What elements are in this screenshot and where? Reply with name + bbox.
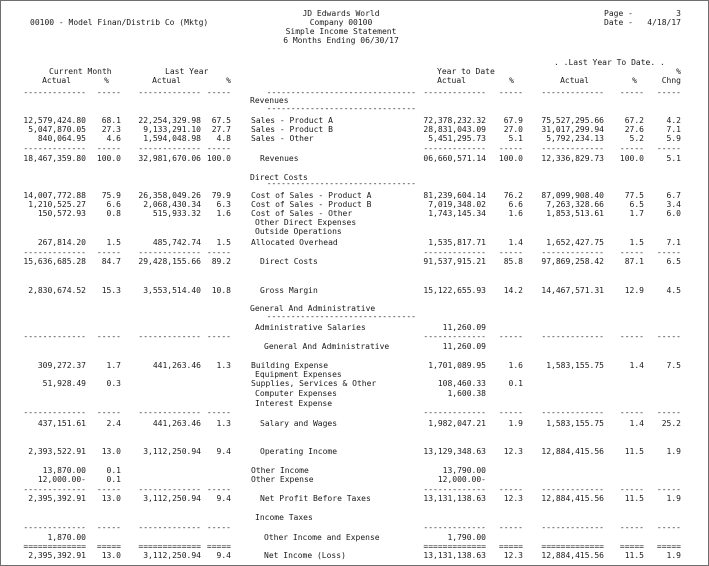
current-month-actual: 13,870.00 — [42, 466, 86, 475]
underline-rule: ============= — [423, 542, 486, 551]
year-to-date-actual: 13,129,348.63 — [423, 447, 486, 456]
change-percent: 7.1 — [666, 125, 681, 134]
current-month-percent: 0.1 — [106, 466, 121, 475]
underline-rule: ----- — [206, 485, 231, 494]
last-year-actual: 441,263.46 — [152, 419, 201, 428]
change-percent: 1.9 — [666, 551, 681, 560]
underline-rule: ------------- — [423, 248, 486, 257]
underline-rule: ------------- — [23, 144, 86, 153]
row-description: Salary and Wages — [260, 419, 338, 428]
underline-rule: ----- — [206, 88, 231, 97]
last-year-to-date-percent: 77.5 — [624, 191, 644, 200]
underline-rule: ===== — [656, 542, 681, 551]
current-month-actual: 18,467,359.80 — [23, 154, 86, 163]
underline-rule: ------------- — [23, 523, 86, 532]
underline-rule: ----- — [96, 408, 121, 417]
row-description: Other Income — [251, 466, 309, 475]
change-percent: 25.2 — [661, 419, 681, 428]
underline-rule: ----- — [96, 248, 121, 257]
current-month-actual: 150,572.93 — [37, 209, 86, 218]
underline-rule: ----- — [96, 485, 121, 494]
current-month-actual: 15,636,685.28 — [23, 257, 86, 266]
last-year-to-date-percent: 11.5 — [624, 447, 644, 456]
underline-rule: ------------------------------- — [266, 312, 416, 321]
current-month-percent: 6.6 — [106, 200, 121, 209]
underline-rule: ----- — [656, 485, 681, 494]
underline-rule: ----- — [206, 523, 231, 532]
last-year-to-date-percent: 11.5 — [624, 551, 644, 560]
current-month-actual: 1,870.00 — [47, 533, 86, 542]
last-year-to-date-percent: 5.2 — [629, 134, 644, 143]
last-year-percent: 9.4 — [216, 494, 231, 503]
underline-rule: ----- — [619, 144, 644, 153]
current-month-actual: 437,151.61 — [37, 419, 86, 428]
last-year-to-date-actual: 75,527,295.66 — [541, 116, 604, 125]
row-description: Interest Expense — [255, 399, 333, 408]
underline-rule: ------------- — [423, 523, 486, 532]
underline-rule: ------------- — [541, 88, 604, 97]
current-month-percent: 4.6 — [106, 134, 121, 143]
change-percent: 6.7 — [666, 191, 681, 200]
underline-rule: ===== — [498, 542, 523, 551]
date-label: Date - — [604, 18, 633, 27]
change-percent-header: % — [676, 67, 681, 76]
last-year-percent: 9.4 — [216, 447, 231, 456]
current-month-percent: 2.4 — [106, 419, 121, 428]
actual-header: Actual — [560, 76, 589, 85]
change-percent: 6.5 — [666, 257, 681, 266]
underline-rule: ----- — [206, 144, 231, 153]
year-to-date-percent: 12.3 — [503, 551, 523, 560]
last-year-percent: 79.9 — [211, 191, 231, 200]
last-year-to-date-percent: 6.5 — [629, 200, 644, 209]
underline-rule: ----- — [498, 485, 523, 494]
underline-rule: ------------------------------- — [266, 179, 416, 188]
last-year-header: Last Year — [165, 67, 209, 76]
row-description: Income Taxes — [255, 513, 313, 522]
last-year-to-date-header: . .Last Year To Date. . — [554, 58, 665, 67]
underline-rule: ----- — [96, 332, 121, 341]
current-month-percent: 0.1 — [106, 475, 121, 484]
underline-rule: ----- — [656, 88, 681, 97]
current-month-percent: 84.7 — [101, 257, 121, 266]
row-description: Allocated Overhead — [251, 238, 338, 247]
row-description: Direct Costs — [260, 257, 318, 266]
current-month-percent: 13.0 — [101, 447, 121, 456]
underline-rule: ----- — [498, 88, 523, 97]
year-to-date-actual: 28,831,043.09 — [423, 125, 486, 134]
last-year-to-date-actual: 12,336,829.73 — [541, 154, 604, 163]
underline-rule: ----- — [619, 248, 644, 257]
last-year-to-date-actual: 97,869,258.42 — [541, 257, 604, 266]
underline-rule: ============= — [138, 542, 201, 551]
underline-rule: ----- — [619, 485, 644, 494]
last-year-percent: 1.3 — [216, 419, 231, 428]
current-month-actual: 12,579,424.80 — [23, 116, 86, 125]
underline-rule: ------------- — [23, 88, 86, 97]
current-month-actual: 309,272.37 — [37, 361, 86, 370]
last-year-to-date-actual: 12,884,415.56 — [541, 447, 604, 456]
year-to-date-actual: 108,460.33 — [437, 379, 486, 388]
last-year-to-date-percent: 27.6 — [624, 125, 644, 134]
last-year-actual: 22,254,329.98 — [138, 116, 201, 125]
underline-rule: ------------- — [423, 485, 486, 494]
current-month-actual: 840,064.95 — [37, 134, 86, 143]
year-to-date-actual: 1,790.00 — [447, 533, 486, 542]
row-description: Equipment Expenses — [255, 370, 342, 379]
change-percent: 6.0 — [666, 209, 681, 218]
change-percent: 1.9 — [666, 447, 681, 456]
last-year-percent: 6.3 — [216, 200, 231, 209]
year-to-date-percent: 1.6 — [508, 361, 523, 370]
underline-rule: ----- — [656, 523, 681, 532]
last-year-actual: 515,933.32 — [152, 209, 201, 218]
last-year-actual: 26,358,049.26 — [138, 191, 201, 200]
row-description: Supplies, Services & Other — [251, 379, 377, 388]
change-percent: 3.4 — [666, 200, 681, 209]
underline-rule: ------------- — [541, 332, 604, 341]
last-year-to-date-actual: 31,017,299.94 — [541, 125, 604, 134]
last-year-percent: 89.2 — [211, 257, 231, 266]
last-year-to-date-actual: 5,792,234.13 — [546, 134, 604, 143]
last-year-actual: 3,553,514.40 — [143, 286, 201, 295]
underline-rule: ------------- — [423, 88, 486, 97]
last-year-actual: 441,263.46 — [152, 361, 201, 370]
row-description: General And Administrative — [250, 304, 376, 313]
last-year-actual: 9,133,291.10 — [143, 125, 201, 134]
current-month-percent: 13.0 — [101, 494, 121, 503]
year-to-date-percent: 0.1 — [508, 379, 523, 388]
last-year-to-date-percent: 1.4 — [629, 361, 644, 370]
current-month-actual: 2,395,392.91 — [28, 551, 86, 560]
percent-header: % — [226, 76, 231, 85]
last-year-to-date-percent: 1.7 — [629, 209, 644, 218]
year-to-date-actual: 11,260.09 — [442, 342, 486, 351]
year-to-date-percent: 1.9 — [508, 419, 523, 428]
year-to-date-percent: 85.8 — [503, 257, 523, 266]
row-description: Direct Costs — [250, 173, 308, 182]
year-to-date-percent: 1.4 — [508, 238, 523, 247]
underline-rule: ------------- — [541, 408, 604, 417]
last-year-actual: 32,981,670.06 — [138, 154, 201, 163]
last-year-percent: 27.7 — [211, 125, 231, 134]
row-description: Other Income and Expense — [264, 533, 380, 542]
percent-header: % — [104, 76, 109, 85]
year-to-date-percent: 67.9 — [503, 116, 523, 125]
underline-rule: ----- — [96, 523, 121, 532]
last-year-percent: 9.4 — [216, 551, 231, 560]
last-year-to-date-percent: 67.2 — [624, 116, 644, 125]
last-year-to-date-actual: 7,263,328.66 — [546, 200, 604, 209]
change-percent: 5.1 — [666, 154, 681, 163]
row-description: Cost of Sales - Other — [251, 209, 353, 218]
last-year-actual: 485,742.74 — [152, 238, 201, 247]
year-to-date-actual: 1,535,817.71 — [428, 238, 486, 247]
underline-rule: ----- — [96, 88, 121, 97]
actual-header: Actual — [42, 76, 71, 85]
row-description: Net Income (Loss) — [264, 551, 346, 560]
last-year-to-date-percent: 100.0 — [619, 154, 644, 163]
last-year-to-date-actual: 87,099,908.40 — [541, 191, 604, 200]
last-year-actual: 29,428,155.66 — [138, 257, 201, 266]
year-to-date-actual: 1,743,145.34 — [428, 209, 486, 218]
year-to-date-actual: 1,701,089.95 — [428, 361, 486, 370]
row-description: Sales - Product A — [251, 116, 333, 125]
underline-rule: ------------- — [541, 144, 604, 153]
underline-rule: ----- — [619, 523, 644, 532]
underline-rule: ------------- — [541, 523, 604, 532]
current-month-actual: 2,395,392.91 — [28, 494, 86, 503]
underline-rule: ============= — [541, 542, 604, 551]
underline-rule: ------------- — [138, 485, 201, 494]
row-description: Other Expense — [251, 475, 314, 484]
last-year-percent: 1.3 — [216, 361, 231, 370]
report-title-line-1: JD Edwards World — [302, 9, 380, 18]
current-month-percent: 0.8 — [106, 209, 121, 218]
underline-rule: ----- — [619, 88, 644, 97]
underline-rule: ----- — [206, 408, 231, 417]
last-year-percent: 1.6 — [216, 209, 231, 218]
current-month-percent: 0.3 — [106, 379, 121, 388]
report-title-line-3: Simple Income Statement — [285, 27, 397, 36]
row-description: Building Expense — [251, 361, 329, 370]
underline-rule: ------------- — [23, 408, 86, 417]
current-month-actual: 12,000.00- — [37, 475, 86, 484]
year-to-date-actual: 1,600.38 — [447, 389, 486, 398]
last-year-to-date-actual: 12,884,415.56 — [541, 551, 604, 560]
last-year-actual: 3,112,250.94 — [143, 447, 201, 456]
change-percent: 5.9 — [666, 134, 681, 143]
page-label: Page - — [604, 9, 633, 18]
current-month-percent: 100.0 — [96, 154, 121, 163]
year-to-date-header: Year to Date — [437, 67, 495, 76]
page-number: 3 — [676, 9, 681, 18]
underline-rule: ----- — [498, 248, 523, 257]
current-month-percent: 1.5 — [106, 238, 121, 247]
year-to-date-percent: 1.6 — [508, 209, 523, 218]
current-month-actual: 2,393,522.91 — [28, 447, 86, 456]
underline-rule: ----- — [96, 144, 121, 153]
year-to-date-actual: 7,019,348.02 — [428, 200, 486, 209]
year-to-date-actual: 12,000.00- — [437, 475, 486, 484]
year-to-date-percent: 14.2 — [503, 286, 523, 295]
underline-rule: ----- — [498, 332, 523, 341]
last-year-to-date-percent: 12.9 — [624, 286, 644, 295]
last-year-to-date-actual: 12,884,415.56 — [541, 494, 604, 503]
underline-rule: ------------- — [541, 485, 604, 494]
year-to-date-actual: 72,378,232.32 — [423, 116, 486, 125]
underline-rule: ----- — [619, 408, 644, 417]
underline-rule: ------------- — [138, 88, 201, 97]
current-month-actual: 1,210,525.27 — [28, 200, 86, 209]
underline-rule: ----- — [656, 248, 681, 257]
underline-rule: ------------- — [138, 144, 201, 153]
last-year-percent: 10.8 — [211, 286, 231, 295]
year-to-date-actual: 11,260.09 — [442, 323, 486, 332]
year-to-date-actual: 06,660,571.14 — [423, 154, 486, 163]
underline-rule: ------------- — [138, 248, 201, 257]
last-year-percent: 1.5 — [216, 238, 231, 247]
underline-rule: ----- — [656, 332, 681, 341]
last-year-to-date-actual: 1,583,155.75 — [546, 361, 604, 370]
underline-rule: ============= — [23, 542, 86, 551]
year-to-date-actual: 91,537,915.21 — [423, 257, 486, 266]
last-year-to-date-percent: 11.5 — [624, 494, 644, 503]
underline-rule: ===== — [96, 542, 121, 551]
current-month-percent: 27.3 — [101, 125, 121, 134]
row-description: Cost of Sales - Product A — [251, 191, 372, 200]
underline-rule: ------------- — [23, 248, 86, 257]
percent-header: % — [509, 76, 514, 85]
report-period: 6 Months Ending 06/30/17 — [283, 36, 399, 45]
current-month-percent: 13.0 — [101, 551, 121, 560]
last-year-to-date-percent: 1.4 — [629, 419, 644, 428]
company-name: 00100 - Model Finan/Distrib Co (Mktg) — [30, 18, 209, 27]
underline-rule: ===== — [619, 542, 644, 551]
underline-rule: ------------- — [23, 485, 86, 494]
underline-rule: ------------- — [423, 408, 486, 417]
change-percent: 1.9 — [666, 494, 681, 503]
underline-rule: ----- — [498, 523, 523, 532]
last-year-actual: 1,594,048.98 — [143, 134, 201, 143]
year-to-date-actual: 5,451,295.73 — [428, 134, 486, 143]
change-percent: 4.5 — [666, 286, 681, 295]
last-year-percent: 100.0 — [206, 154, 231, 163]
row-description: Net Profit Before Taxes — [260, 494, 371, 503]
last-year-to-date-percent: 87.1 — [624, 257, 644, 266]
current-month-actual: 14,007,772.88 — [23, 191, 86, 200]
year-to-date-actual: 13,131,138.63 — [423, 494, 486, 503]
current-month-actual: 2,830,674.52 — [28, 286, 86, 295]
year-to-date-percent: 12.3 — [503, 447, 523, 456]
year-to-date-percent: 5.1 — [508, 134, 523, 143]
percent-header: % — [632, 76, 637, 85]
current-month-percent: 68.1 — [101, 116, 121, 125]
underline-rule: ------------- — [138, 523, 201, 532]
year-to-date-percent: 6.6 — [508, 200, 523, 209]
underline-rule: ------------- — [23, 332, 86, 341]
row-description: Computer Expenses — [255, 389, 337, 398]
row-description: Outside Operations — [255, 227, 342, 236]
current-month-actual: 51,928.49 — [42, 379, 86, 388]
current-month-percent: 15.3 — [101, 286, 121, 295]
change-percent: 4.2 — [666, 116, 681, 125]
underline-rule: ----- — [498, 408, 523, 417]
underline-rule: ----- — [656, 408, 681, 417]
last-year-actual: 2,068,430.34 — [143, 200, 201, 209]
row-description: General And Administrative — [264, 342, 390, 351]
last-year-actual: 3,112,250.94 — [143, 551, 201, 560]
underline-rule: ------------- — [138, 332, 201, 341]
row-description: Gross Margin — [260, 286, 318, 295]
year-to-date-actual: 1,982,047.21 — [428, 419, 486, 428]
last-year-to-date-actual: 1,853,513.61 — [546, 209, 604, 218]
underline-rule: ------------- — [138, 408, 201, 417]
year-to-date-actual: 81,239,604.14 — [423, 191, 486, 200]
last-year-to-date-actual: 1,583,155.75 — [546, 419, 604, 428]
change-header: Chng — [661, 76, 681, 85]
underline-rule: ------------- — [423, 144, 486, 153]
year-to-date-actual: 13,790.00 — [442, 466, 486, 475]
last-year-percent: 4.8 — [216, 134, 231, 143]
row-description: Sales - Other — [251, 134, 314, 143]
actual-header: Actual — [437, 76, 466, 85]
row-description: Revenues — [250, 96, 289, 105]
year-to-date-actual: 15,122,655.93 — [423, 286, 486, 295]
current-month-percent: 1.7 — [106, 361, 121, 370]
underline-rule: ------------- — [541, 248, 604, 257]
last-year-percent: 67.5 — [211, 116, 231, 125]
underline-rule: ----- — [206, 332, 231, 341]
current-month-actual: 5,047,870.05 — [28, 125, 86, 134]
actual-header: Actual — [152, 76, 181, 85]
underline-rule: ------------- — [423, 332, 486, 341]
underline-rule: ----- — [619, 332, 644, 341]
underline-rule: ------------------------------- — [266, 88, 416, 97]
underline-rule: ----- — [498, 144, 523, 153]
last-year-to-date-actual: 14,467,571.31 — [541, 286, 604, 295]
underline-rule: ----- — [206, 248, 231, 257]
row-description: Other Direct Expenses — [255, 218, 357, 227]
current-month-percent: 75.9 — [101, 191, 121, 200]
year-to-date-actual: 13,131,138.63 — [423, 551, 486, 560]
current-month-actual: 267,814.20 — [37, 238, 86, 247]
row-description: Sales - Product B — [251, 125, 333, 134]
underline-rule: ===== — [206, 542, 231, 551]
report-date: 4/18/17 — [647, 18, 681, 27]
change-percent: 7.1 — [666, 238, 681, 247]
year-to-date-percent: 100.0 — [498, 154, 523, 163]
row-description: Revenues — [260, 154, 299, 163]
last-year-to-date-actual: 1,652,427.75 — [546, 238, 604, 247]
underline-rule: ----- — [656, 144, 681, 153]
year-to-date-percent: 27.0 — [503, 125, 523, 134]
underline-rule: ------------------------------- — [266, 104, 416, 113]
year-to-date-percent: 76.2 — [503, 191, 523, 200]
last-year-to-date-percent: 1.5 — [629, 238, 644, 247]
report-title-line-2: Company 00100 — [309, 18, 373, 27]
row-description: Administrative Salaries — [255, 323, 366, 332]
row-description: Operating Income — [260, 447, 338, 456]
row-description: Cost of Sales - Product B — [251, 200, 372, 209]
last-year-actual: 3,112,250.94 — [143, 494, 201, 503]
year-to-date-percent: 12.3 — [503, 494, 523, 503]
change-percent: 7.5 — [666, 361, 681, 370]
current-month-header: Current Month — [49, 67, 112, 76]
